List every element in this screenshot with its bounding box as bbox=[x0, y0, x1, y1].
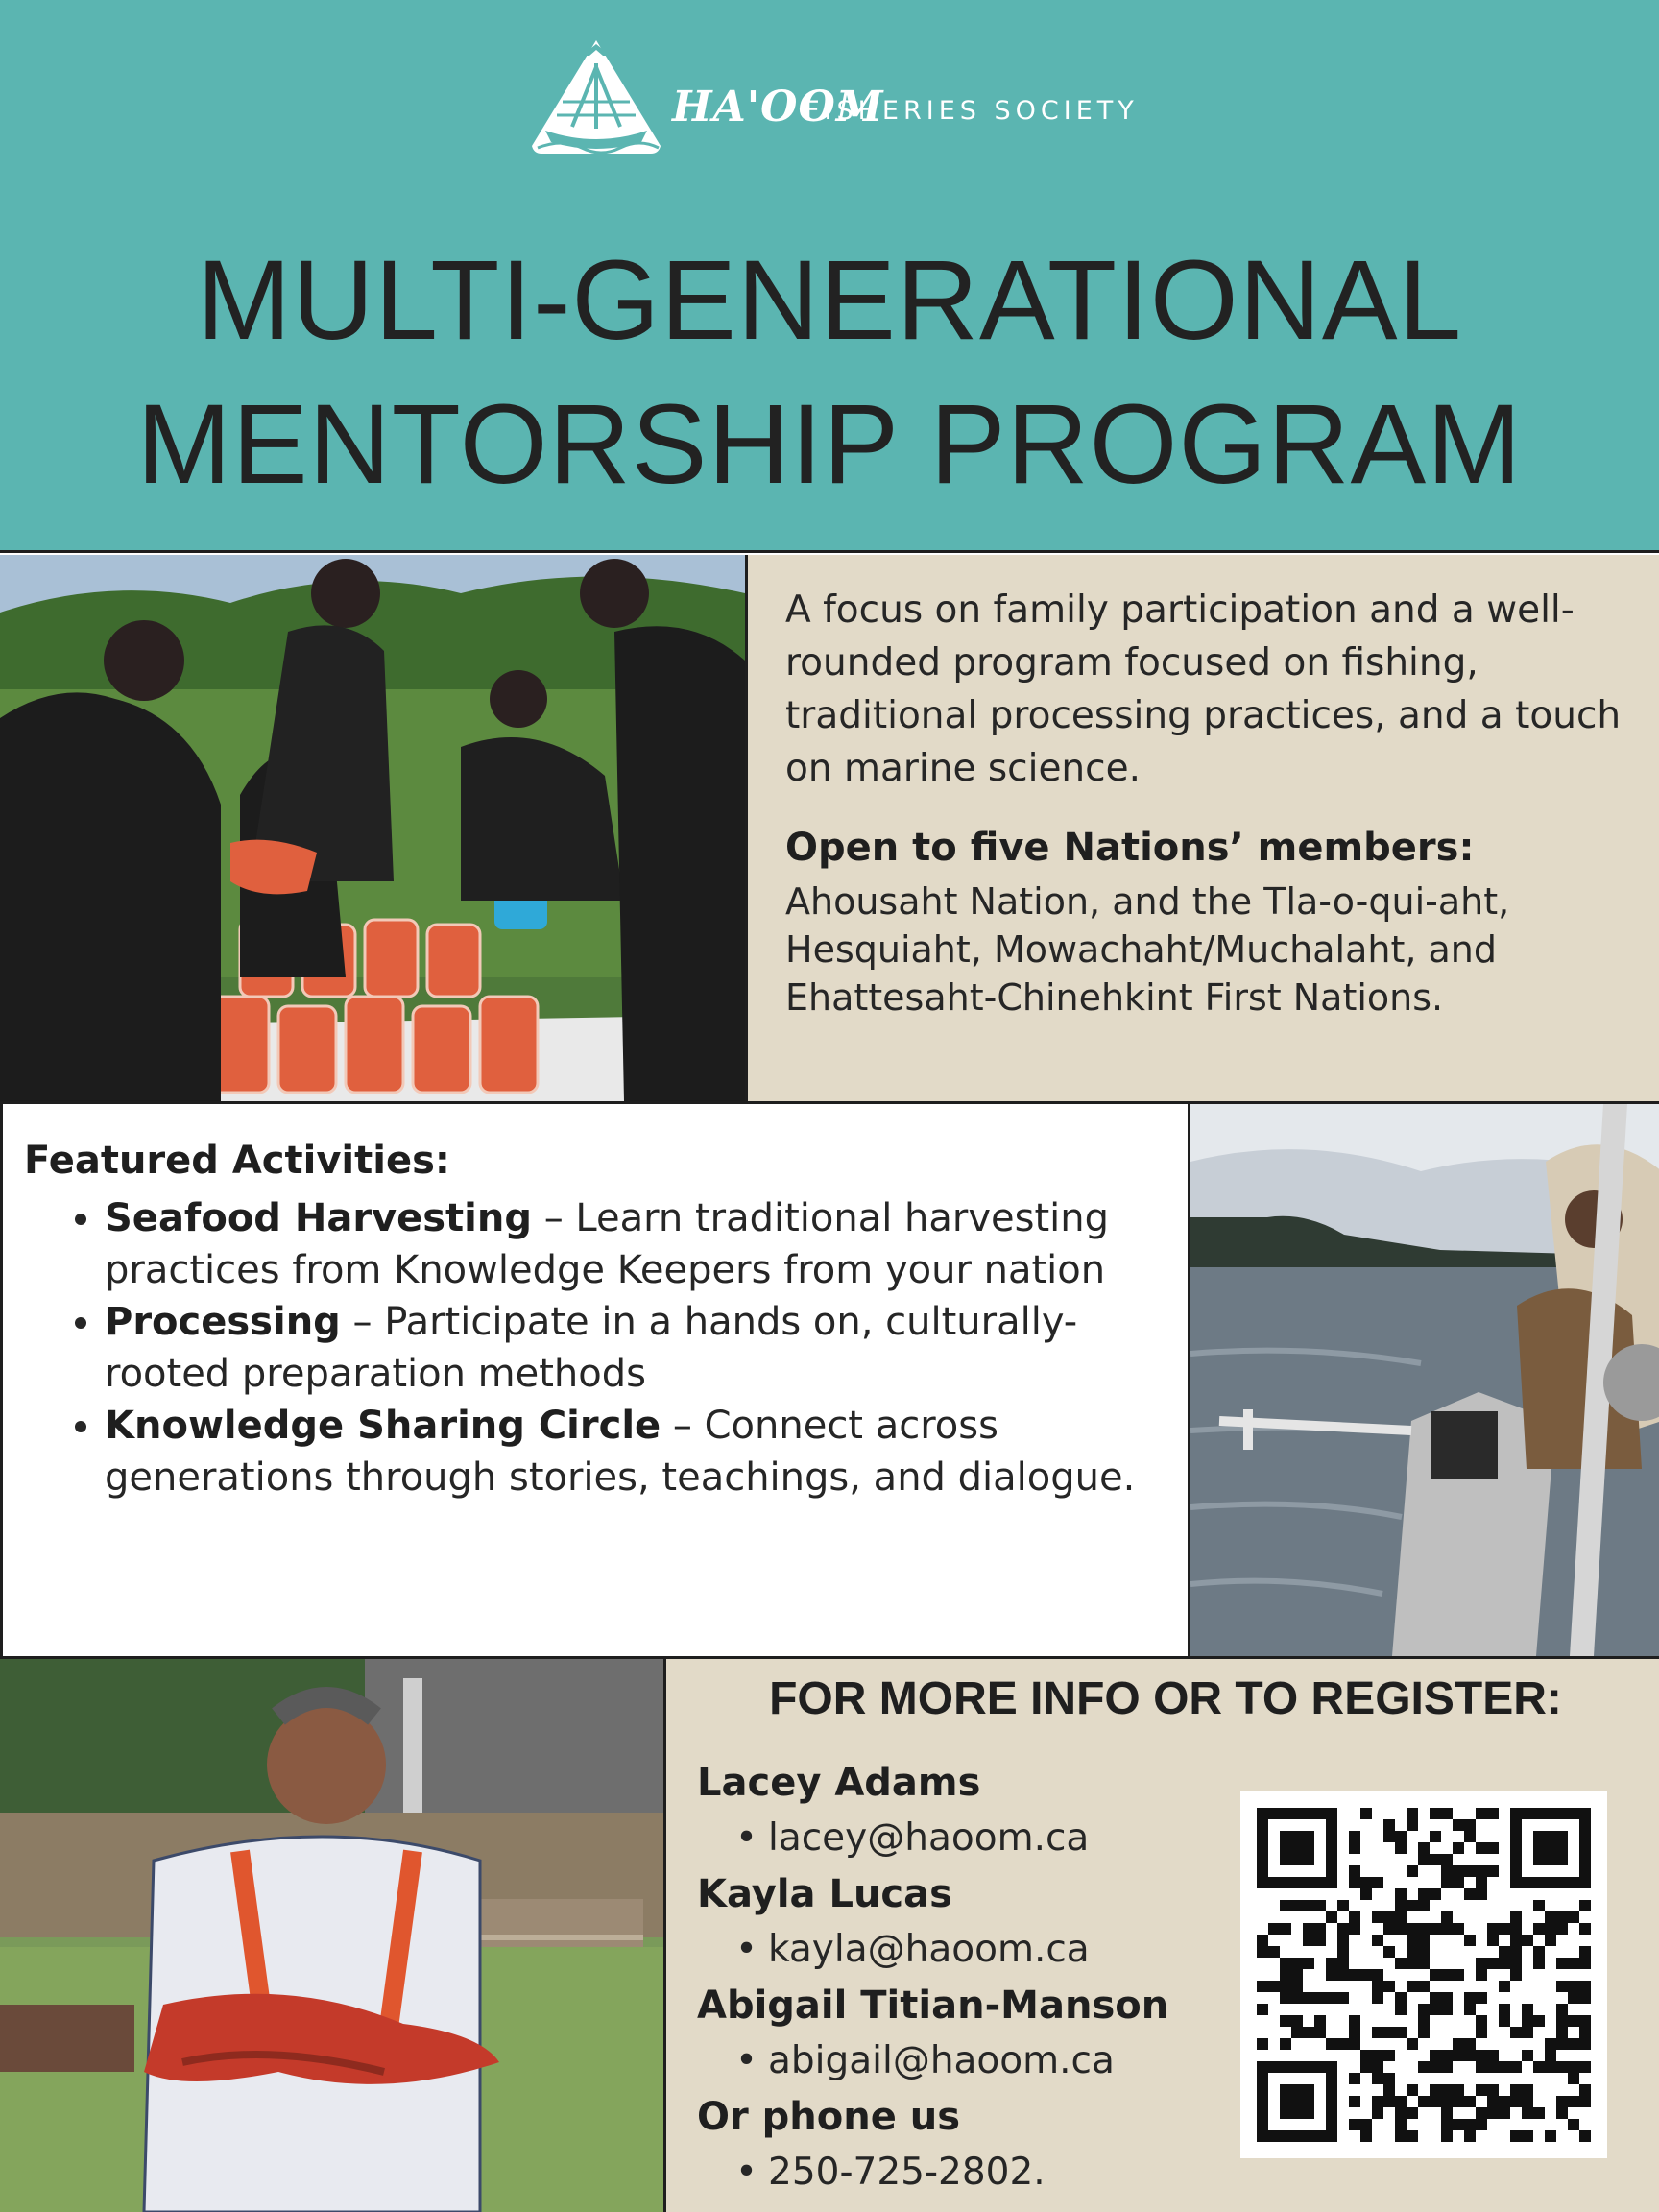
contact-email[interactable]: • lacey@haoom.ca bbox=[697, 1811, 1235, 1866]
contact-list bbox=[697, 1755, 1235, 2200]
phone-label: Or phone us bbox=[697, 2095, 961, 2139]
contact-name: Kayla Lucas bbox=[697, 1872, 952, 1916]
program-description: A focus on family participation and a well-rounded program focused on fishing, traditional processing practices, and a touch on marine science. bbox=[785, 589, 1622, 790]
qr-code[interactable] bbox=[1240, 1791, 1607, 2158]
fishing-boat-logo-icon bbox=[524, 35, 668, 165]
activity-description: – Participate in a hands on, culturally-rooted preparation methods bbox=[105, 1300, 1078, 1396]
title-line-2: MENTORSHIP PROGRAM bbox=[136, 381, 1523, 508]
page-title bbox=[0, 228, 1659, 517]
intro-section bbox=[0, 555, 1659, 1104]
contact-email[interactable]: • kayla@haoom.ca bbox=[697, 1922, 1235, 1978]
activity-description: – Connect across generations through stories, teachings, and dialogue. bbox=[105, 1404, 1136, 1500]
list-item bbox=[105, 1296, 1190, 1400]
contact-email[interactable]: • abigail@haoom.ca bbox=[697, 2033, 1235, 2089]
contact-name: Lacey Adams bbox=[697, 1761, 981, 1805]
registration-heading: FOR MORE INFO OR TO REGISTER: bbox=[769, 1673, 1562, 1724]
qr-code-icon bbox=[1240, 1791, 1607, 2158]
list-item bbox=[105, 1400, 1190, 1503]
elder-holding-fish-photo bbox=[0, 1659, 666, 2212]
title-line-1: MULTI-GENERATIONAL bbox=[196, 237, 1463, 364]
header-banner bbox=[0, 0, 1659, 553]
contact-name: Abigail Titian-Manson bbox=[697, 1984, 1169, 2028]
eligibility-heading: Open to five Nations’ members: bbox=[785, 826, 1475, 870]
youth-processing-fish-photo bbox=[0, 555, 748, 1101]
logo-script-text: HA'OOM bbox=[672, 83, 884, 132]
activity-name: Processing bbox=[105, 1300, 341, 1344]
activities-heading: Featured Activities: bbox=[24, 1139, 450, 1183]
activities-section bbox=[0, 1104, 1659, 1659]
phone-number[interactable]: • 250-725-2802. bbox=[697, 2145, 1235, 2200]
boat-on-water-photo bbox=[1188, 1104, 1659, 1656]
registration-section bbox=[0, 1659, 1659, 2212]
list-item bbox=[105, 1192, 1190, 1296]
activity-name: Seafood Harvesting bbox=[105, 1196, 532, 1240]
organization-name: FISHERIES SOCIETY bbox=[805, 96, 1139, 126]
activity-description: – Learn traditional harvesting practices from Knowledge Keepers from your nation bbox=[105, 1196, 1110, 1292]
eligibility-nations: Ahousaht Nation, and the Tla-o-qui-aht, Hesquiaht, Mowachaht/Muchalaht, and Ehattesaht-Chinehkint First Nations. bbox=[785, 880, 1510, 1019]
activities-list bbox=[66, 1192, 1190, 1503]
activity-name: Knowledge Sharing Circle bbox=[105, 1404, 661, 1448]
